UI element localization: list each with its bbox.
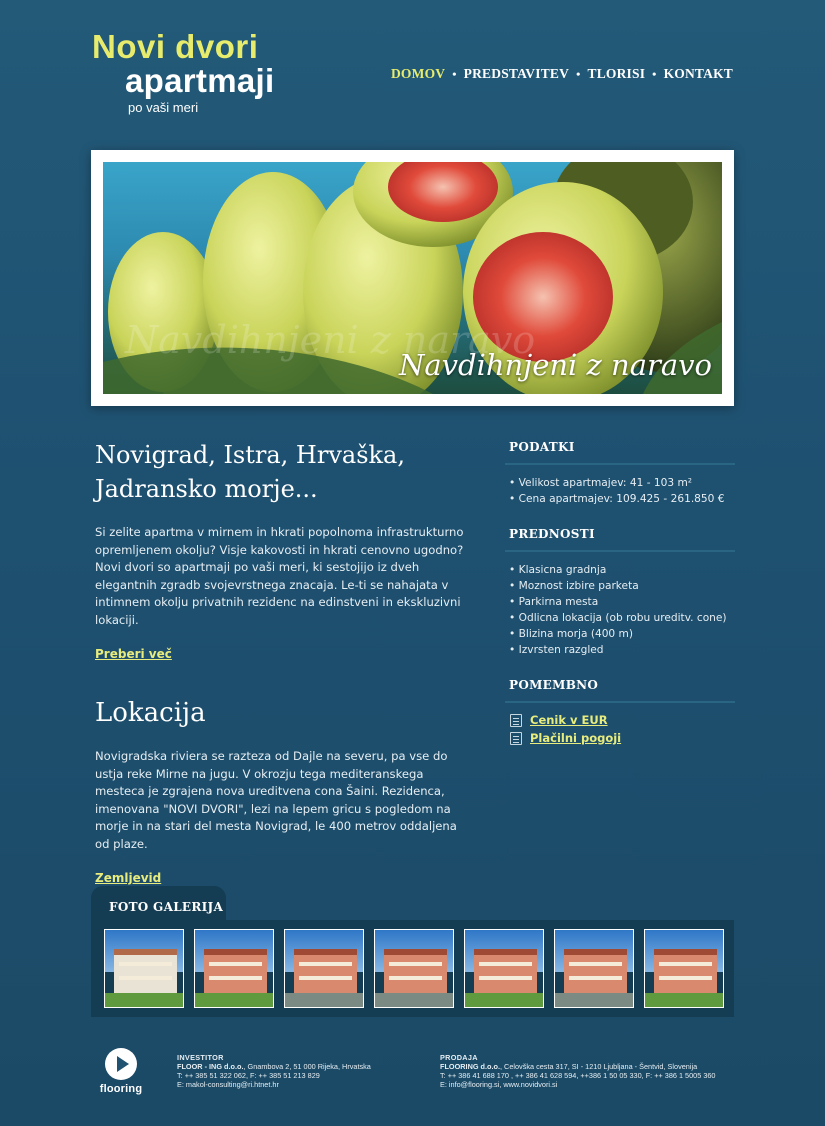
pomembno-list [505, 713, 735, 745]
sales-address-line [440, 1062, 716, 1071]
gallery-thumbnail[interactable] [374, 929, 454, 1008]
podatki-heading: PODATKI [505, 440, 735, 465]
investor-phone: T: ++ 385 51 322 062, F: ++ 385 51 213 829 [177, 1071, 320, 1080]
gallery-thumbnail[interactable] [464, 929, 544, 1008]
nav-item-kontakt[interactable]: KONTAKT [663, 66, 733, 81]
list-item: • Cena apartmajev: 109.425 - 261.850 € [509, 491, 735, 507]
play-icon [105, 1048, 137, 1080]
nav-item-domov[interactable]: DOMOV [390, 66, 446, 81]
investor-address-line [177, 1062, 371, 1071]
flooring-logo[interactable] [96, 1048, 146, 1095]
hero-image [103, 162, 722, 394]
nav-item-tlorisi[interactable]: TLORISI [587, 66, 646, 81]
list-item: • Izvrsten razgled [509, 642, 735, 658]
list-item: • Velikost apartmajev: 41 - 103 m² [509, 475, 735, 491]
investor-info [177, 1053, 371, 1089]
intro-text: Si zelite apartma v mirnem in hkrati popolnoma infrastrukturno opremljenem okolju? Visje kakovosti in hkrati cenovno ugodno? Novi dvori so apartmaji po vaši meri, ki sestojijo iz dveh elegantnih zgradb svojevrstnega znacaja. Le-ti se nahajata v intimnem okolju privatnih rezidenc na edinstveni in ekskluzivni lokaciji. [95, 525, 464, 627]
sidebar [505, 440, 735, 765]
main-content [95, 438, 465, 886]
sales-company: FLOORING d.o.o. [440, 1062, 500, 1071]
gallery-thumbnail[interactable] [284, 929, 364, 1008]
list-item [510, 713, 735, 727]
investor-label: INVESTITOR [177, 1053, 224, 1062]
list-item: • Odlicna lokacija (ob robu ureditv. cone) [509, 610, 735, 626]
logo-subtitle: apartmaji [125, 62, 275, 99]
nav-item-predstavitev[interactable]: PREDSTAVITEV [463, 66, 570, 81]
sales-address: , Celovška cesta 317, SI - 1210 Ljubljana - Šentvid, Slovenija [500, 1062, 698, 1071]
logo-title: Novi dvori [92, 28, 259, 65]
list-item: • Parkirna mesta [509, 594, 735, 610]
location-title: Lokacija [95, 698, 206, 728]
investor-company: FLOOR - ING d.o.o. [177, 1062, 244, 1071]
nav-separator: • [652, 66, 657, 81]
sales-label: PRODAJA [440, 1053, 478, 1062]
logo-tagline: po vaši meri [128, 100, 199, 115]
hero-banner [91, 150, 734, 406]
intro-title: Novigrad, Istra, Hrvaška, Jadransko morje... [95, 441, 405, 503]
hero-caption-shadow: Navdihnjeni z naravo [125, 318, 536, 362]
investor-email: E: makol-consulting@ri.htnet.hr [177, 1080, 279, 1089]
sales-info [440, 1053, 716, 1089]
gallery-thumbnail[interactable] [644, 929, 724, 1008]
podatki-block [505, 440, 735, 507]
location-text: Novigradska riviera se razteza od Dajle na severu, pa vse do ustja reke Mirne na jugu. V okrozju tega mediteranskega mesteca je zgrajena nova ureditvena cona Šaini. Rezidenca, imenovana "NOVI DVORI", lezi na lepem gricu s pogledom na morje in na stari del mesta Novigrad, le 400 metrov oddaljena od plaze. [95, 749, 457, 851]
price-list-link[interactable]: Cenik v EUR [530, 713, 608, 727]
prednosti-list [505, 562, 735, 658]
sales-phone: T: ++ 386 41 688 170 , ++ 386 41 628 594, ++386 1 50 05 330, F: ++ 386 1 5005 360 [440, 1071, 716, 1080]
gallery-heading: FOTO GALERIJA [91, 886, 226, 922]
payment-terms-link[interactable]: Plačilni pogoji [530, 731, 622, 745]
map-link[interactable]: Zemljevid [95, 871, 162, 885]
gallery-thumbnail[interactable] [194, 929, 274, 1008]
podatki-list [505, 475, 735, 507]
nav-separator: • [452, 66, 457, 81]
gallery-thumbnail[interactable] [104, 929, 184, 1008]
investor-address: , Gnambova 2, 51 000 Rijeka, Hrvatska [243, 1062, 371, 1071]
hero-caption: Navdihnjeni z naravo [398, 348, 712, 382]
prednosti-heading: PREDNOSTI [505, 527, 735, 552]
footer [0, 1040, 825, 1126]
gallery-thumbnail[interactable] [554, 929, 634, 1008]
photo-gallery [91, 920, 734, 1017]
read-more-link[interactable]: Preberi več [95, 647, 172, 661]
pomembno-heading: POMEMBNO [505, 678, 735, 703]
main-nav [391, 66, 733, 82]
pomembno-block [505, 678, 735, 745]
sales-email: E: info@flooring.si, www.novidvori.si [440, 1080, 558, 1089]
nav-separator: • [576, 66, 581, 81]
document-icon [510, 714, 522, 727]
site-logo[interactable] [92, 30, 274, 115]
document-icon [510, 732, 522, 745]
list-item: • Blizina morja (400 m) [509, 626, 735, 642]
list-item: • Moznost izbire parketa [509, 578, 735, 594]
prednosti-block [505, 527, 735, 658]
list-item: • Klasicna gradnja [509, 562, 735, 578]
flooring-logo-text: flooring [99, 1083, 143, 1095]
list-item [510, 731, 735, 745]
